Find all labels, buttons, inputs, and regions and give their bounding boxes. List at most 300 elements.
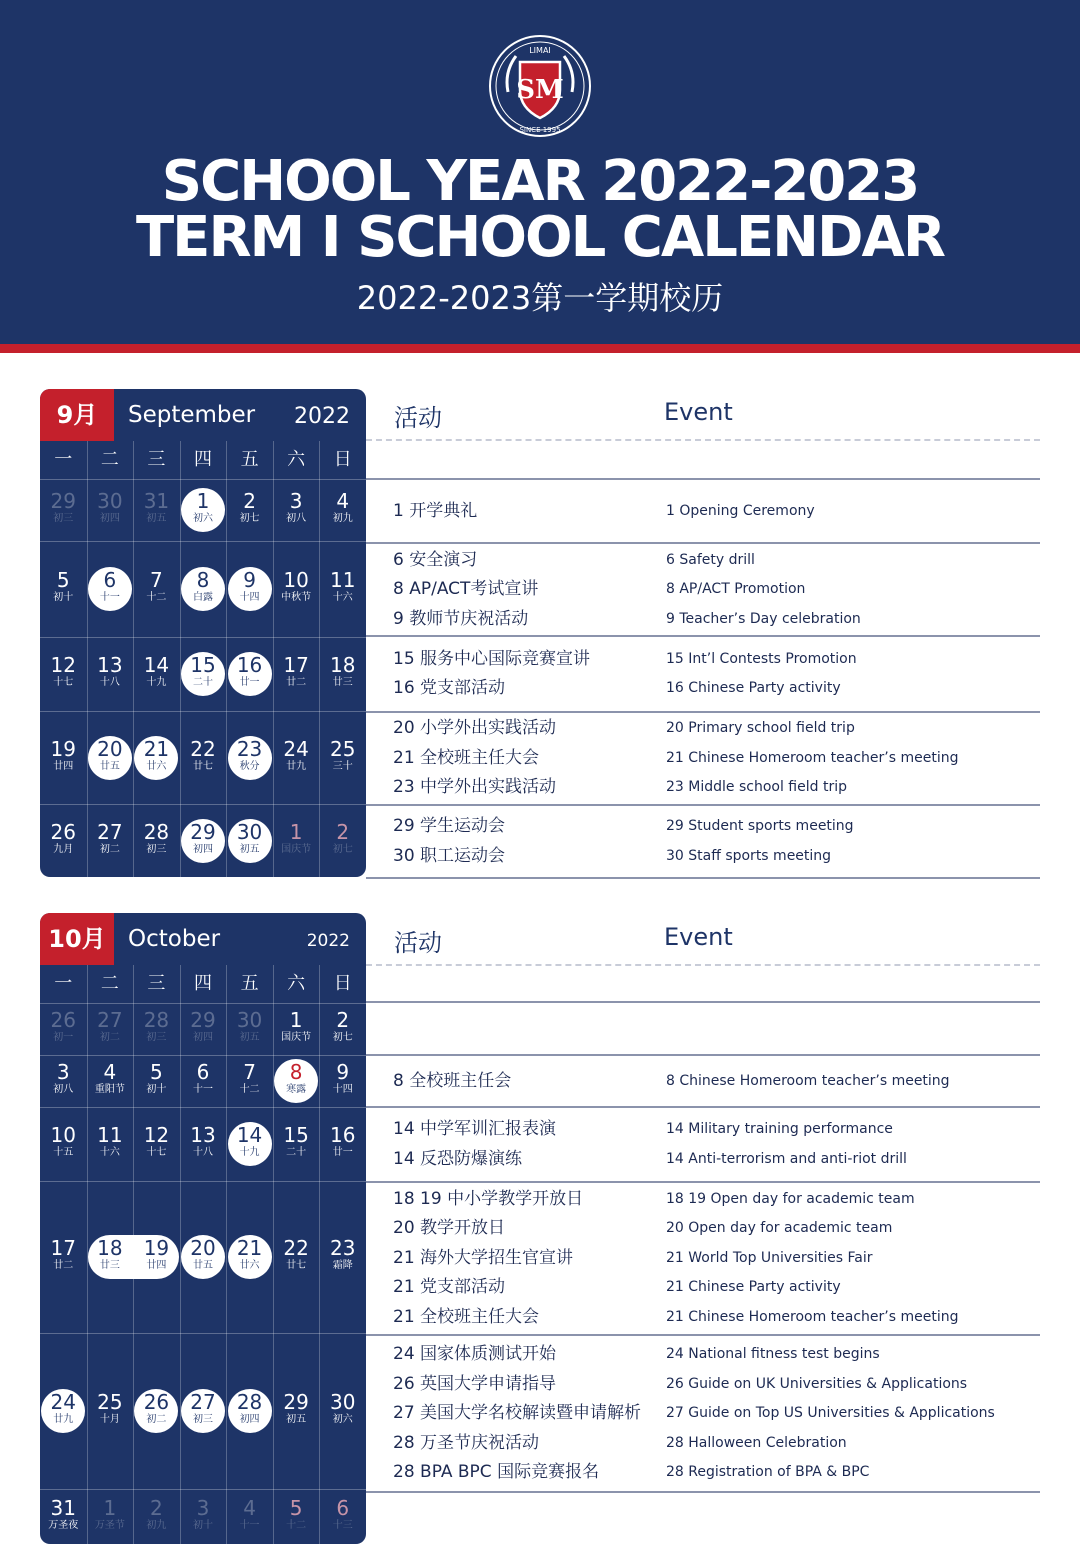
calendar-day[interactable] [273, 736, 320, 780]
day-number: 12 [143, 1123, 170, 1147]
lunar-date: 白露 [192, 592, 213, 603]
calendar-day[interactable] [180, 1122, 227, 1166]
calendar-day[interactable] [319, 567, 366, 611]
calendar-day[interactable] [319, 1059, 366, 1103]
calendar-day[interactable] [180, 1235, 227, 1279]
day-number: 20 [190, 1236, 216, 1260]
calendar-day[interactable] [87, 1007, 134, 1051]
day-number: 18 [329, 653, 356, 677]
event-en: 20 Primary school field trip [666, 720, 855, 736]
day-number: 27 [97, 819, 123, 844]
day-number: 17 [50, 1236, 76, 1260]
lunar-date: 初十 [53, 592, 74, 603]
title-line-1: SCHOOL YEAR 2022-2023 [161, 149, 919, 214]
title-line-2: TERM I SCHOOL CALENDAR [135, 205, 944, 270]
calendar-day[interactable] [133, 736, 180, 780]
grid-row-line [40, 1333, 366, 1334]
event-cn: 16 党支部活动 [393, 678, 506, 699]
calendar-day[interactable] [180, 1495, 227, 1539]
calendar-day[interactable] [273, 1235, 320, 1279]
lunar-date: 初七 [332, 1032, 353, 1043]
calendar-day[interactable] [319, 652, 366, 696]
events-header-cn: 活动 [394, 404, 442, 432]
lunar-date: 初七 [239, 513, 260, 524]
lunar-date: 十一 [99, 592, 120, 603]
lunar-date: 十二 [146, 592, 167, 603]
lunar-date: 廿九 [53, 1414, 74, 1425]
event-en: 21 Chinese Homeroom teacher’s meeting [666, 1308, 959, 1325]
calendar-day[interactable] [133, 1059, 180, 1103]
event-cn: 1 开学典礼 [393, 500, 478, 521]
lunar-date: 初六 [192, 513, 213, 524]
event-cn: 15 服务中心国际竞赛宣讲 [393, 648, 591, 669]
lunar-date: 初十 [192, 1519, 213, 1531]
lunar-date: 廿九 [286, 760, 307, 772]
lunar-date: 廿七 [192, 760, 213, 772]
day-number: 6 [336, 1495, 350, 1520]
day-number: 29 [190, 819, 216, 844]
day-number: 25 [329, 736, 356, 761]
event-en: 26 Guide on UK Universities & Applications [666, 1375, 968, 1392]
day-number: 23 [329, 1236, 356, 1260]
calendar-day[interactable] [226, 652, 273, 696]
lunar-date: 十三 [332, 1519, 353, 1531]
lunar-date: 初七 [332, 843, 353, 855]
calendar-day[interactable] [226, 488, 273, 532]
day-number: 29 [50, 489, 76, 513]
event-cn: 14 中学军训汇报表演 [393, 1119, 557, 1140]
lunar-date: 初二 [146, 1414, 167, 1425]
lunar-date: 中秋节 [281, 592, 312, 603]
day-number: 14 [236, 1123, 263, 1147]
calendar-day[interactable] [40, 488, 87, 532]
event-cn: 6 安全演习 [393, 549, 478, 570]
calendar-day[interactable] [273, 1389, 320, 1433]
day-number: 13 [190, 1123, 216, 1147]
calendar-day[interactable] [180, 736, 227, 780]
grid-row-line [40, 479, 366, 480]
lunar-date: 廿六 [239, 1260, 260, 1271]
day-number: 2 [336, 1008, 350, 1032]
day-number: 22 [283, 1236, 309, 1260]
lunar-date: 廿四 [53, 760, 74, 772]
lunar-date: 十六 [332, 592, 353, 603]
day-number: 2 [150, 1495, 163, 1520]
calendar-day[interactable] [273, 567, 320, 611]
event-cn: 18 19 中小学教学开放日 [393, 1188, 584, 1209]
day-number: 19 [50, 736, 76, 761]
event-cn: 9 教师节庆祝活动 [393, 608, 529, 629]
calendar-day[interactable] [40, 1389, 87, 1433]
day-number: 1 [289, 1008, 303, 1032]
lunar-date: 二十 [286, 1147, 307, 1158]
calendar-day[interactable] [273, 819, 320, 863]
calendar-day[interactable] [133, 819, 180, 863]
calendar-day[interactable] [40, 736, 87, 780]
lunar-date: 廿一 [332, 1147, 353, 1158]
calendar-day[interactable] [273, 1059, 320, 1103]
lunar-date: 十五 [53, 1147, 74, 1158]
day-number: 9 [336, 1060, 350, 1084]
calendar-day[interactable] [40, 652, 87, 696]
calendar-day[interactable] [87, 1495, 134, 1539]
calendar-day[interactable] [40, 819, 87, 863]
day-number: 10 [283, 568, 309, 592]
day-number: 28 [143, 819, 170, 844]
lunar-date: 廿六 [146, 760, 167, 772]
october-calendar [40, 913, 366, 1544]
day-number: 26 [50, 819, 76, 844]
day-number: 27 [190, 1390, 216, 1414]
lunar-date: 十七 [146, 1147, 167, 1158]
day-number: 17 [283, 653, 309, 677]
lunar-date: 廿一 [239, 677, 260, 688]
calendar-day[interactable] [87, 1235, 134, 1279]
lunar-date: 初五 [146, 513, 167, 524]
grid-row-line [40, 711, 366, 712]
event-cn: 23 中学外出实践活动 [393, 777, 557, 797]
grid-row-line [40, 1489, 366, 1490]
lunar-date: 廿五 [99, 760, 120, 772]
lunar-date: 十八 [192, 1147, 213, 1158]
event-cn: 21 党支部活动 [393, 1277, 506, 1297]
event-cn: 20 小学外出实践活动 [393, 718, 557, 738]
calendar-day[interactable] [319, 1122, 366, 1166]
calendar-day[interactable] [87, 1122, 134, 1166]
event-en: 21 Chinese Homeroom teacher’s meeting [666, 749, 959, 766]
calendar-day[interactable] [319, 736, 366, 780]
calendar-day[interactable] [226, 736, 273, 780]
event-en: 14 Military training performance [666, 1121, 893, 1138]
day-number: 9 [243, 568, 256, 592]
lunar-date: 寒露 [286, 1084, 307, 1095]
lunar-date: 十四 [332, 1084, 353, 1095]
month-cn: 9月 [40, 389, 114, 441]
subtitle-cn: 2022-2023第一学期校历 [356, 279, 724, 317]
calendar-day[interactable] [319, 488, 366, 532]
event-en: 20 Open day for academic team [666, 1220, 893, 1236]
calendar-header [40, 913, 366, 965]
lunar-date: 初三 [192, 1414, 213, 1425]
weekday-header [40, 965, 366, 1003]
day-number: 27 [97, 1008, 123, 1032]
calendar-day[interactable] [273, 1007, 320, 1051]
calendar-day[interactable] [226, 1495, 273, 1539]
day-number: 5 [56, 568, 70, 592]
calendar-day[interactable] [133, 1122, 180, 1166]
day-number: 2 [336, 819, 350, 844]
lunar-date: 国庆节 [281, 1032, 312, 1043]
day-number: 1 [196, 489, 210, 513]
calendar-day[interactable] [226, 567, 273, 611]
weekday-label: 二 [100, 449, 119, 470]
lunar-date: 初九 [146, 1519, 167, 1531]
day-number: 25 [97, 1390, 123, 1414]
lunar-date: 廿三 [332, 677, 353, 688]
events-header-en: Event [664, 923, 733, 951]
school-crest-logo [486, 32, 594, 140]
events-header-en: Event [664, 398, 733, 426]
event-en: 23 Middle school field trip [666, 779, 847, 795]
year: 2022 [306, 931, 350, 951]
event-cn: 30 职工运动会 [393, 845, 506, 866]
day-number: 7 [243, 1060, 256, 1084]
day-number: 29 [283, 1390, 309, 1414]
day-number: 5 [289, 1495, 303, 1520]
weekday-label: 五 [240, 973, 259, 994]
calendar-day[interactable] [87, 819, 134, 863]
day-number: 30 [236, 819, 263, 844]
calendar-day[interactable] [273, 652, 320, 696]
lunar-date: 万圣夜 [48, 1519, 79, 1531]
lunar-date: 廿五 [192, 1260, 213, 1271]
day-number: 4 [103, 1060, 117, 1084]
calendar-day[interactable] [87, 567, 134, 611]
calendar-day[interactable] [87, 488, 134, 532]
weekday-label: 日 [333, 449, 352, 470]
weekday-label: 六 [287, 449, 306, 470]
event-en: 15 Int’l Contests Promotion [666, 650, 857, 667]
september-calendar [40, 389, 366, 877]
lunar-date: 二十 [192, 677, 213, 688]
lunar-date: 初五 [239, 843, 260, 855]
lunar-date: 万圣节 [94, 1519, 125, 1531]
lunar-date: 初二 [99, 843, 120, 855]
event-cn: 21 全校班主任大会 [393, 747, 540, 768]
day-number: 21 [236, 1236, 263, 1260]
event-en: 8 AP/ACT Promotion [666, 581, 806, 597]
calendar-day[interactable] [226, 1389, 273, 1433]
calendar-day[interactable] [133, 1389, 180, 1433]
event-cn: 28 BPA BPC 国际竞赛报名 [393, 1462, 600, 1482]
calendar-day[interactable] [87, 1059, 134, 1103]
calendar-day[interactable] [87, 1389, 134, 1433]
calendar-day[interactable] [319, 1389, 366, 1433]
event-cn: 8 全校班主任会 [393, 1071, 512, 1091]
calendar-day[interactable] [273, 1122, 320, 1166]
calendar-day[interactable] [133, 1235, 180, 1279]
lunar-date: 国庆节 [281, 843, 312, 855]
calendar-day[interactable] [226, 819, 273, 863]
event-en: 18 19 Open day for academic team [666, 1190, 915, 1207]
lunar-date: 初十 [146, 1084, 167, 1095]
day-number: 1 [289, 819, 303, 844]
day-number: 15 [283, 1123, 309, 1147]
calendar-day[interactable] [180, 1059, 227, 1103]
event-en: 24 National fitness test begins [666, 1346, 880, 1362]
row-divider [366, 1001, 1040, 1003]
dashed-divider [366, 964, 1040, 966]
calendar-day[interactable] [133, 1007, 180, 1051]
grid-row-line [40, 541, 366, 542]
day-number: 31 [50, 1495, 76, 1520]
day-number: 28 [236, 1390, 263, 1414]
event-en: 8 Chinese Homeroom teacher’s meeting [666, 1073, 950, 1089]
lunar-date: 廿二 [286, 677, 307, 688]
day-number: 14 [143, 653, 170, 677]
day-number: 16 [329, 1123, 356, 1147]
row-divider [366, 1181, 1040, 1183]
svg-text:LIMAI: LIMAI [529, 46, 551, 55]
row-divider [366, 1491, 1040, 1493]
event-en: 30 Staff sports meeting [666, 847, 832, 864]
lunar-date: 初四 [192, 843, 213, 855]
calendar-day[interactable] [87, 736, 134, 780]
dashed-divider [366, 439, 1040, 441]
weekday-label: 四 [193, 449, 212, 470]
row-divider [366, 877, 1040, 879]
day-number: 16 [236, 653, 263, 677]
day-number: 6 [103, 568, 117, 592]
weekday-label: 一 [54, 973, 73, 994]
lunar-date: 十八 [99, 677, 120, 688]
lunar-date: 初三 [53, 513, 74, 524]
event-cn: 26 英国大学申请指导 [393, 1373, 557, 1394]
calendar-day[interactable] [40, 1059, 87, 1103]
lunar-date: 十一 [239, 1519, 260, 1531]
calendar-day[interactable] [319, 819, 366, 863]
row-divider [366, 1334, 1040, 1336]
lunar-date: 初三 [146, 1032, 167, 1043]
lunar-date: 初四 [192, 1032, 213, 1043]
calendar-day[interactable] [226, 1235, 273, 1279]
calendar-day[interactable] [180, 1389, 227, 1433]
lunar-date: 初四 [99, 513, 120, 524]
day-number: 11 [329, 568, 356, 592]
lunar-date: 十九 [146, 677, 167, 688]
lunar-date: 初九 [332, 513, 353, 524]
events-header-cn: 活动 [394, 929, 442, 957]
lunar-date: 十一 [192, 1084, 213, 1095]
calendar-day[interactable] [133, 1495, 180, 1539]
calendar-day[interactable] [273, 488, 320, 532]
calendar-day[interactable] [273, 1495, 320, 1539]
row-divider [366, 804, 1040, 806]
lunar-date: 廿三 [99, 1260, 120, 1271]
day-number: 8 [289, 1060, 303, 1084]
calendar-day[interactable] [40, 1495, 87, 1539]
lunar-date: 十九 [239, 1147, 260, 1158]
weekday-header [40, 441, 366, 479]
event-en: 28 Halloween Celebration [666, 1434, 847, 1451]
month-cn: 10月 [40, 913, 114, 965]
day-number: 23 [236, 736, 263, 761]
day-number: 6 [196, 1060, 210, 1084]
calendar-day[interactable] [40, 1122, 87, 1166]
lunar-date: 初八 [286, 513, 307, 524]
grid-row-line [40, 804, 366, 805]
lunar-date: 初六 [332, 1414, 353, 1425]
lunar-date: 十二 [286, 1519, 307, 1531]
row-divider [366, 1054, 1040, 1056]
lunar-date: 初五 [286, 1414, 307, 1425]
day-number: 19 [143, 1236, 170, 1260]
event-en: 9 Teacher’s Day celebration [666, 610, 861, 627]
calendar-day[interactable] [133, 488, 180, 532]
lunar-date: 初二 [99, 1032, 120, 1043]
calendar-day[interactable] [133, 652, 180, 696]
grid-row-line [40, 1055, 366, 1056]
svg-text:SINCE 1995: SINCE 1995 [519, 126, 561, 134]
calendar-day[interactable] [226, 1007, 273, 1051]
calendar-day[interactable] [226, 1059, 273, 1103]
lunar-date: 十二 [239, 1084, 260, 1095]
weekday-label: 三 [147, 449, 166, 470]
event-cn: 21 海外大学招生官宣讲 [393, 1247, 574, 1268]
calendar-day[interactable] [180, 488, 227, 532]
lunar-date: 十六 [99, 1147, 120, 1158]
day-number: 2 [243, 489, 256, 513]
event-cn: 8 AP/ACT考试宣讲 [393, 579, 539, 599]
event-en: 21 World Top Universities Fair [666, 1249, 873, 1266]
calendar-day[interactable] [40, 1007, 87, 1051]
day-number: 15 [190, 653, 216, 677]
day-number: 3 [289, 489, 303, 513]
grid-row-line [40, 637, 366, 638]
lunar-date: 初八 [53, 1084, 74, 1095]
calendar-day[interactable] [180, 819, 227, 863]
weekday-label: 日 [333, 973, 352, 994]
day-number: 13 [97, 653, 123, 677]
event-cn: 27 美国大学名校解读暨申请解析 [393, 1403, 642, 1423]
day-number: 4 [336, 489, 350, 513]
row-divider [366, 542, 1040, 544]
calendar-day[interactable] [87, 652, 134, 696]
weekday-label: 三 [147, 973, 166, 994]
day-number: 3 [196, 1495, 210, 1520]
day-number: 11 [97, 1123, 123, 1147]
day-number: 20 [97, 736, 123, 761]
day-number: 28 [143, 1008, 170, 1032]
calendar-day[interactable] [319, 1495, 366, 1539]
calendar-day[interactable] [319, 1007, 366, 1051]
calendar-day[interactable] [180, 1007, 227, 1051]
day-number: 30 [236, 1008, 263, 1032]
calendar-day[interactable] [40, 1235, 87, 1279]
event-en: 16 Chinese Party activity [666, 680, 841, 697]
day-number: 24 [283, 736, 309, 761]
event-cn: 29 学生运动会 [393, 816, 506, 837]
calendar-day[interactable] [40, 567, 87, 611]
event-en: 27 Guide on Top US Universities & Applications [666, 1405, 995, 1421]
event-en: 1 Opening Ceremony [666, 502, 815, 519]
calendar-day[interactable] [180, 652, 227, 696]
event-en: 21 Chinese Party activity [666, 1279, 841, 1295]
month-en: September [128, 402, 256, 428]
calendar-day[interactable] [319, 1235, 366, 1279]
day-number: 8 [196, 568, 210, 592]
lunar-date: 廿七 [286, 1260, 307, 1271]
calendar-day[interactable] [226, 1122, 273, 1166]
calendar-day[interactable] [180, 567, 227, 611]
day-number: 3 [56, 1060, 70, 1084]
grid-row-line [40, 1181, 366, 1182]
grid-row-line [40, 1107, 366, 1108]
lunar-date: 初五 [239, 1032, 260, 1043]
red-divider [0, 344, 1080, 353]
day-number: 30 [329, 1390, 356, 1414]
day-number: 12 [50, 653, 76, 677]
calendar-day[interactable] [133, 567, 180, 611]
event-cn: 24 国家体质测试开始 [393, 1344, 557, 1364]
row-divider [366, 635, 1040, 637]
weekday-label: 五 [240, 449, 259, 470]
lunar-date: 十月 [99, 1414, 120, 1425]
lunar-date: 十四 [239, 592, 260, 603]
day-number: 30 [97, 489, 123, 513]
row-divider [366, 711, 1040, 713]
lunar-date: 廿二 [53, 1260, 74, 1271]
